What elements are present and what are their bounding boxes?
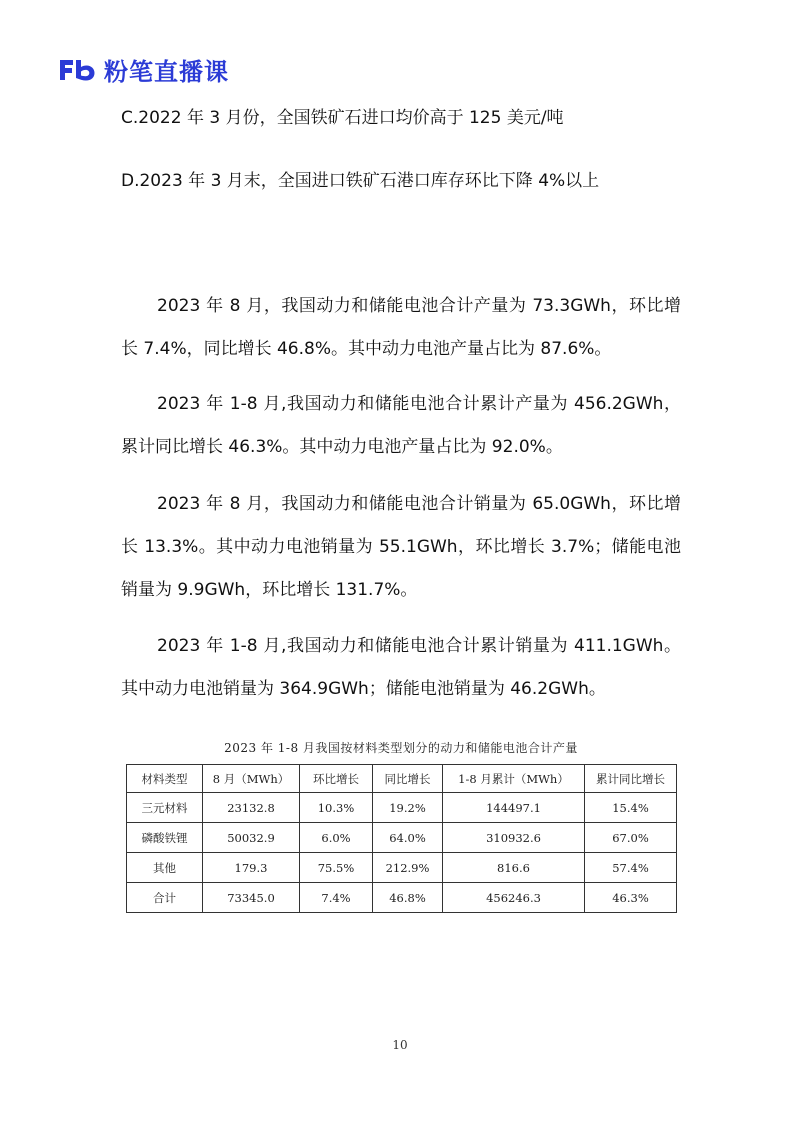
table-cell: 15.4% [585, 793, 677, 823]
table-cell: 456246.3 [443, 883, 585, 913]
paragraph-1: 2023 年 8 月，我国动力和储能电池合计产量为 73.3GWh，环比增长 7.4%，同比增长 46.8%。其中动力电池产量占比为 87.6%。 [121, 296, 681, 359]
table-header-cell: 1-8 月累计（MWh） [443, 765, 585, 793]
table-cell: 7.4% [300, 883, 373, 913]
table-cell: 50032.9 [203, 823, 300, 853]
table-cell: 67.0% [585, 823, 677, 853]
paragraph-3: 2023 年 8 月，我国动力和储能电池合计销量为 65.0GWh，环比增长 13.3%。其中动力电池销量为 55.1GWh，环比增长 3.7%；储能电池销量为 9.9GWh，环比增长 131.7%。 [121, 494, 681, 600]
paragraph-4: 2023 年 1-8 月,我国动力和储能电池合计累计销量为 411.1GWh。其中动力电池销量为 364.9GWh；储能电池销量为 46.2GWh。 [121, 636, 681, 699]
option-c: C.2022 年 3 月份，全国铁矿石进口均价高于 125 美元/吨 [121, 108, 564, 128]
table-cell: 179.3 [203, 853, 300, 883]
table-header-cell: 材料类型 [127, 765, 203, 793]
table-cell: 46.8% [373, 883, 443, 913]
battery-production-table [126, 764, 677, 913]
table-cell: 816.6 [443, 853, 585, 883]
page-number: 10 [392, 1038, 408, 1052]
table-cell: 6.0% [300, 823, 373, 853]
table-row [127, 793, 677, 823]
table-cell: 73345.0 [203, 883, 300, 913]
logo-text: 粉笔直播课 [104, 58, 229, 86]
table-cell: 其他 [127, 853, 203, 883]
table-cell: 合计 [127, 883, 203, 913]
table-cell: 三元材料 [127, 793, 203, 823]
table-cell: 19.2% [373, 793, 443, 823]
table-cell: 磷酸铁锂 [127, 823, 203, 853]
table-row [127, 853, 677, 883]
table-header-cell: 环比增长 [300, 765, 373, 793]
table-row [127, 883, 677, 913]
fb-logo-icon [56, 57, 98, 83]
table-cell: 212.9% [373, 853, 443, 883]
table-header-cell: 累计同比增长 [585, 765, 677, 793]
table-header-cell: 8 月（MWh） [203, 765, 300, 793]
table-cell: 10.3% [300, 793, 373, 823]
table-cell: 23132.8 [203, 793, 300, 823]
table-cell: 310932.6 [443, 823, 585, 853]
table-title: 2023 年 1-8 月我国按材料类型划分的动力和储能电池合计产量 [224, 741, 578, 755]
table-cell: 64.0% [373, 823, 443, 853]
table-cell: 46.3% [585, 883, 677, 913]
table-cell: 75.5% [300, 853, 373, 883]
table-header-row [127, 765, 677, 793]
table-cell: 144497.1 [443, 793, 585, 823]
header-logo [56, 52, 229, 87]
option-d: D.2023 年 3 月末，全国进口铁矿石港口库存环比下降 4%以上 [121, 171, 600, 191]
paragraph-2: 2023 年 1-8 月,我国动力和储能电池合计累计产量为 456.2GWh，累计同比增长 46.3%。其中动力电池产量占比为 92.0%。 [121, 394, 681, 457]
table-row [127, 823, 677, 853]
table-header-cell: 同比增长 [373, 765, 443, 793]
table-cell: 57.4% [585, 853, 677, 883]
